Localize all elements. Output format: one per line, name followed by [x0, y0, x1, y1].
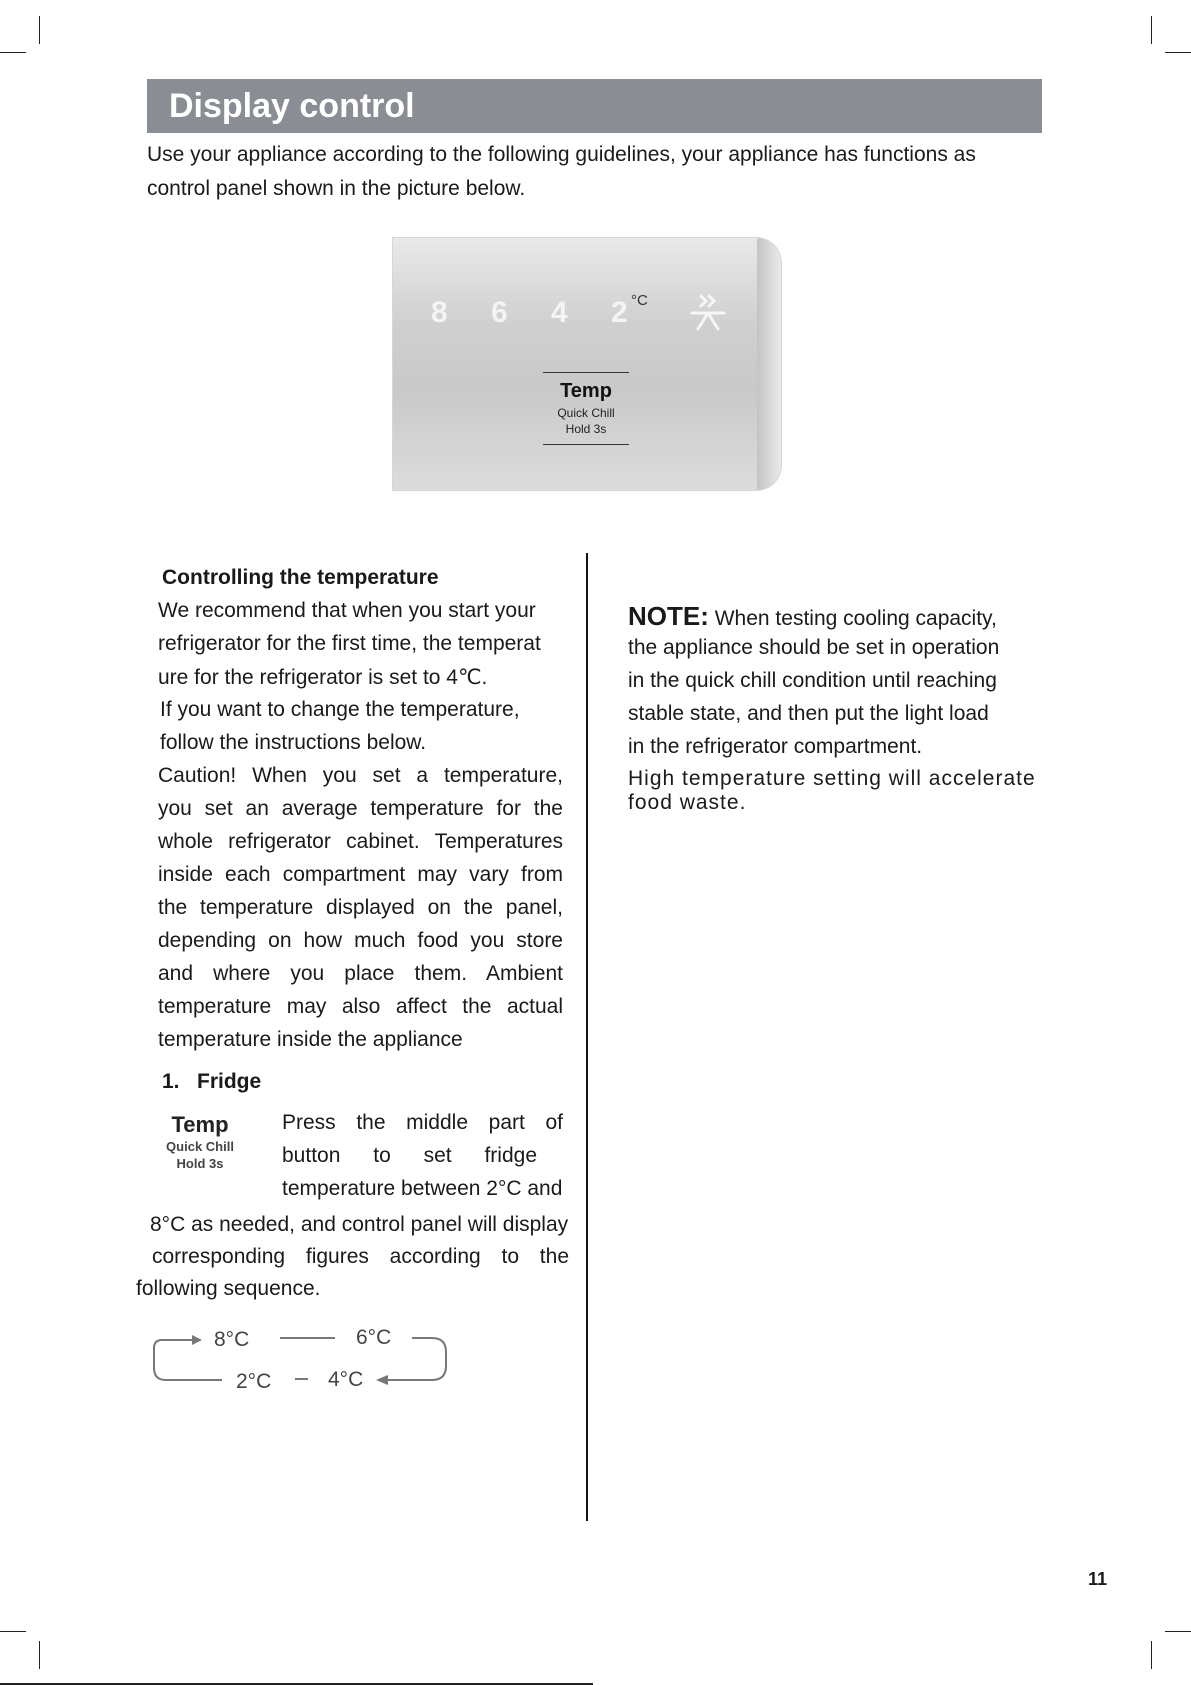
panel-edge — [757, 238, 781, 490]
note-line: in the refrigerator compartment. — [628, 735, 923, 758]
crop-mark — [1151, 1641, 1152, 1669]
page-number: 11 — [1088, 1569, 1108, 1589]
after-line: following sequence. — [136, 1277, 321, 1300]
body-line: and where you place them. Ambient — [158, 962, 563, 985]
fridge-heading: 1. Fridge — [162, 1070, 262, 1093]
crop-mark — [0, 52, 26, 53]
controlling-heading: Controlling the temperature — [162, 566, 439, 589]
body-line: We recommend that when you start your — [158, 599, 536, 622]
body-line: you set an average temperature for the — [158, 797, 563, 820]
intro-text — [147, 138, 1047, 206]
digit-8: 8 — [431, 296, 448, 329]
seq-8c: 8°C — [214, 1328, 250, 1351]
crop-mark — [0, 1631, 26, 1632]
body-line: temperature inside the appliance — [158, 1028, 463, 1051]
body-line: temperature may also affect the actual — [158, 995, 563, 1018]
temp-button-label[interactable]: Temp — [560, 380, 612, 402]
mini-hold: Hold 3s — [176, 1156, 224, 1171]
note-line: in the quick chill condition until reaching — [628, 669, 997, 692]
crop-mark — [1165, 1631, 1191, 1632]
crop-mark — [39, 16, 40, 44]
body-line: Caution! When you set a temperature, — [158, 764, 563, 787]
temp-button-icon — [160, 1112, 240, 1172]
note-first-line — [628, 601, 997, 632]
section-header: Display control — [147, 79, 1042, 133]
mini-temp-title: Temp — [171, 1112, 229, 1137]
seq-4c: 4°C — [328, 1368, 364, 1391]
seq-2c: 2°C — [236, 1370, 272, 1393]
body-line: If you want to change the temperature, — [160, 698, 520, 721]
digit-6: 6 — [491, 296, 508, 329]
seq-6c: 6°C — [356, 1326, 392, 1349]
note-text: When testing cooling capacity, — [714, 607, 997, 630]
body-line: whole refrigerator cabinet. Temperatures — [158, 830, 563, 853]
body-line: refrigerator for the first time, the temperat — [158, 632, 541, 655]
body-line: depending on how much food you store — [158, 929, 563, 952]
crop-mark — [1151, 16, 1152, 44]
after-line: 8°C as needed, and control panel will display — [150, 1213, 569, 1236]
celsius-unit: °C — [631, 292, 648, 309]
crop-mark — [1165, 52, 1191, 53]
press-line: Press the middle part of — [282, 1111, 563, 1134]
crop-mark — [39, 1641, 40, 1669]
quick-chill-label: Quick Chill — [557, 406, 615, 420]
column-divider — [586, 553, 588, 1521]
quick-chill-snowflake-icon — [688, 293, 728, 333]
body-line: ure for the refrigerator is set to 4℃. — [158, 666, 488, 689]
warning-line: food waste. — [628, 791, 747, 814]
body-line: the temperature displayed on the panel, — [158, 896, 563, 919]
digit-2: 2 — [611, 296, 628, 329]
intro-line: control panel shown in the picture below. — [147, 177, 526, 200]
after-line: corresponding figures according to the — [152, 1245, 569, 1268]
press-line: temperature between 2°C and — [282, 1177, 563, 1200]
sequence-arrows — [150, 1318, 460, 1398]
body-line: inside each compartment may vary from — [158, 863, 563, 886]
warning-line: High temperature setting will accelerate — [628, 767, 1036, 790]
mini-quick-chill: Quick Chill — [166, 1139, 234, 1154]
note-label: NOTE: — [628, 601, 709, 631]
temperature-digits — [431, 292, 731, 336]
control-panel-illustration — [392, 237, 782, 491]
intro-line: Use your appliance according to the following guidelines, your appliance has functions as — [147, 143, 976, 166]
temperature-sequence-diagram — [150, 1318, 460, 1398]
note-line: stable state, and then put the light load — [628, 702, 989, 725]
note-line: the appliance should be set in operation — [628, 636, 1000, 659]
body-line: follow the instructions below. — [160, 731, 427, 754]
button-top-line — [543, 372, 629, 373]
digit-4: 4 — [551, 296, 568, 329]
hold-label: Hold 3s — [565, 422, 607, 436]
button-bottom-line — [543, 444, 629, 445]
press-line: button to set fridge — [282, 1144, 537, 1167]
